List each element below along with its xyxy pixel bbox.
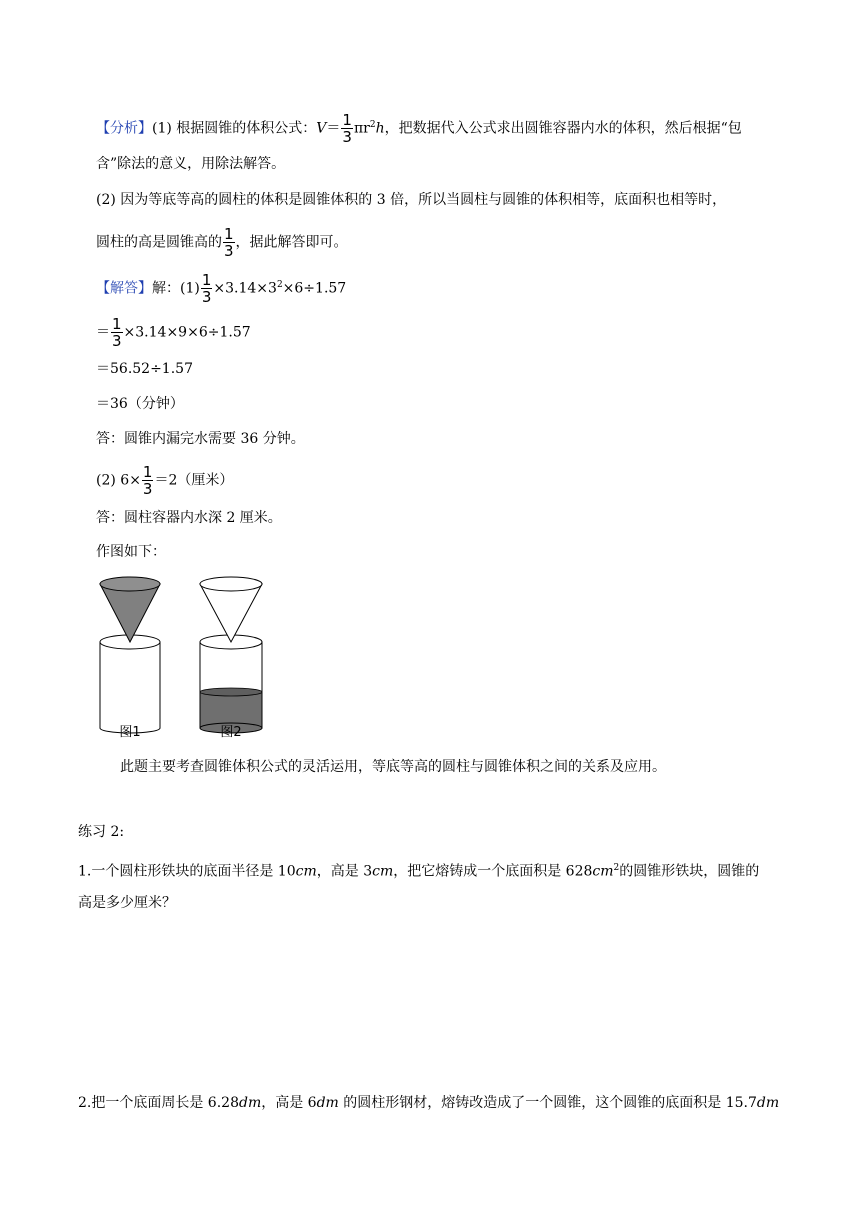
analysis-line-2: 含”除法的意义，用除法解答。: [96, 156, 286, 172]
cone-1-filled: [100, 584, 160, 642]
figure-2: [200, 577, 262, 740]
question-1-line-2: 高是多少厘米？: [78, 895, 176, 911]
practice-title: 练习 2:: [78, 824, 125, 840]
water-surface: [200, 688, 262, 696]
fraction-one-third: $\frac{1}{3}$: [342, 111, 352, 146]
question-2-line-1: 2.把一个底面周长是 6.28dm，高是 6dm 的圆柱形钢材，熔铸改造成了一个圆锥，这个圆锥的底面积是 15.7dm: [78, 1095, 780, 1111]
cone-cylinder-figure: [96, 570, 276, 742]
solution-line-7: 答：圆柱容器内水深 2 厘米。: [96, 510, 282, 526]
fraction-one-third: $\frac{1}{3}$: [201, 271, 212, 306]
analysis-line-3: (2) 因为等底等高的圆柱的体积是圆锥体积的 3 倍，所以当圆柱与圆锥的体积相等，底面积也相等时，: [96, 192, 727, 208]
analysis-line-1: 【分析】(1) 根据圆锥的体积公式：V＝ $\frac{1}{3}$ $\pi r^2h$，把数据代入公式求出圆锥容器内水的体积，然后根据“包: [96, 111, 742, 146]
cone-2-empty: [200, 584, 262, 642]
question-1-line-1: 1.一个圆柱形铁块的底面半径是 10cm，高是 3cm，把它熔铸成一个底面积是 $628cm^2$的圆锥形铁块，圆锥的: [78, 863, 760, 880]
figure-2-label: 图2: [220, 725, 242, 740]
fraction-one-third: $\frac{1}{3}$: [224, 225, 234, 260]
solution-line-5: 答：圆锥内漏完水需要 36 分钟。: [96, 431, 305, 447]
solution-line-2: ＝ $\frac{1}{3}$ ×3.14×9×6÷1.57: [96, 315, 251, 350]
figure-1: [100, 577, 160, 740]
solution-line-4: ＝36（分钟）: [96, 396, 184, 412]
solution-line-1: 【解答】解：(1) $\frac{1}{3}$ $\times 3.14\times 3^2\times 6\div 1.57$: [96, 271, 347, 306]
solution-line-8: 作图如下：: [96, 544, 166, 560]
summary-text: 此题主要考查圆锥体积公式的灵活运用，等底等高的圆柱与圆锥体积之间的关系及应用。: [120, 759, 666, 775]
cone-1-top: [100, 577, 160, 591]
cone-2-top: [200, 577, 262, 591]
fraction-one-third: $\frac{1}{3}$: [112, 315, 122, 350]
analysis-line-4: 圆柱的高是圆锥高的 $\frac{1}{3}$ ，据此解答即可。: [96, 225, 348, 260]
fraction-one-third: $\frac{1}{3}$: [142, 463, 153, 498]
solution-line-6: (2) 6× $\frac{1}{3}$ ＝2（厘米）: [96, 463, 234, 498]
analysis-tag: 【分析】: [96, 120, 152, 137]
cylinder-1-body: [100, 642, 160, 728]
figure-1-label: 图1: [119, 725, 141, 740]
solution-tag: 【解答】: [96, 280, 152, 297]
solution-line-3: ＝56.52÷1.57: [96, 361, 193, 377]
